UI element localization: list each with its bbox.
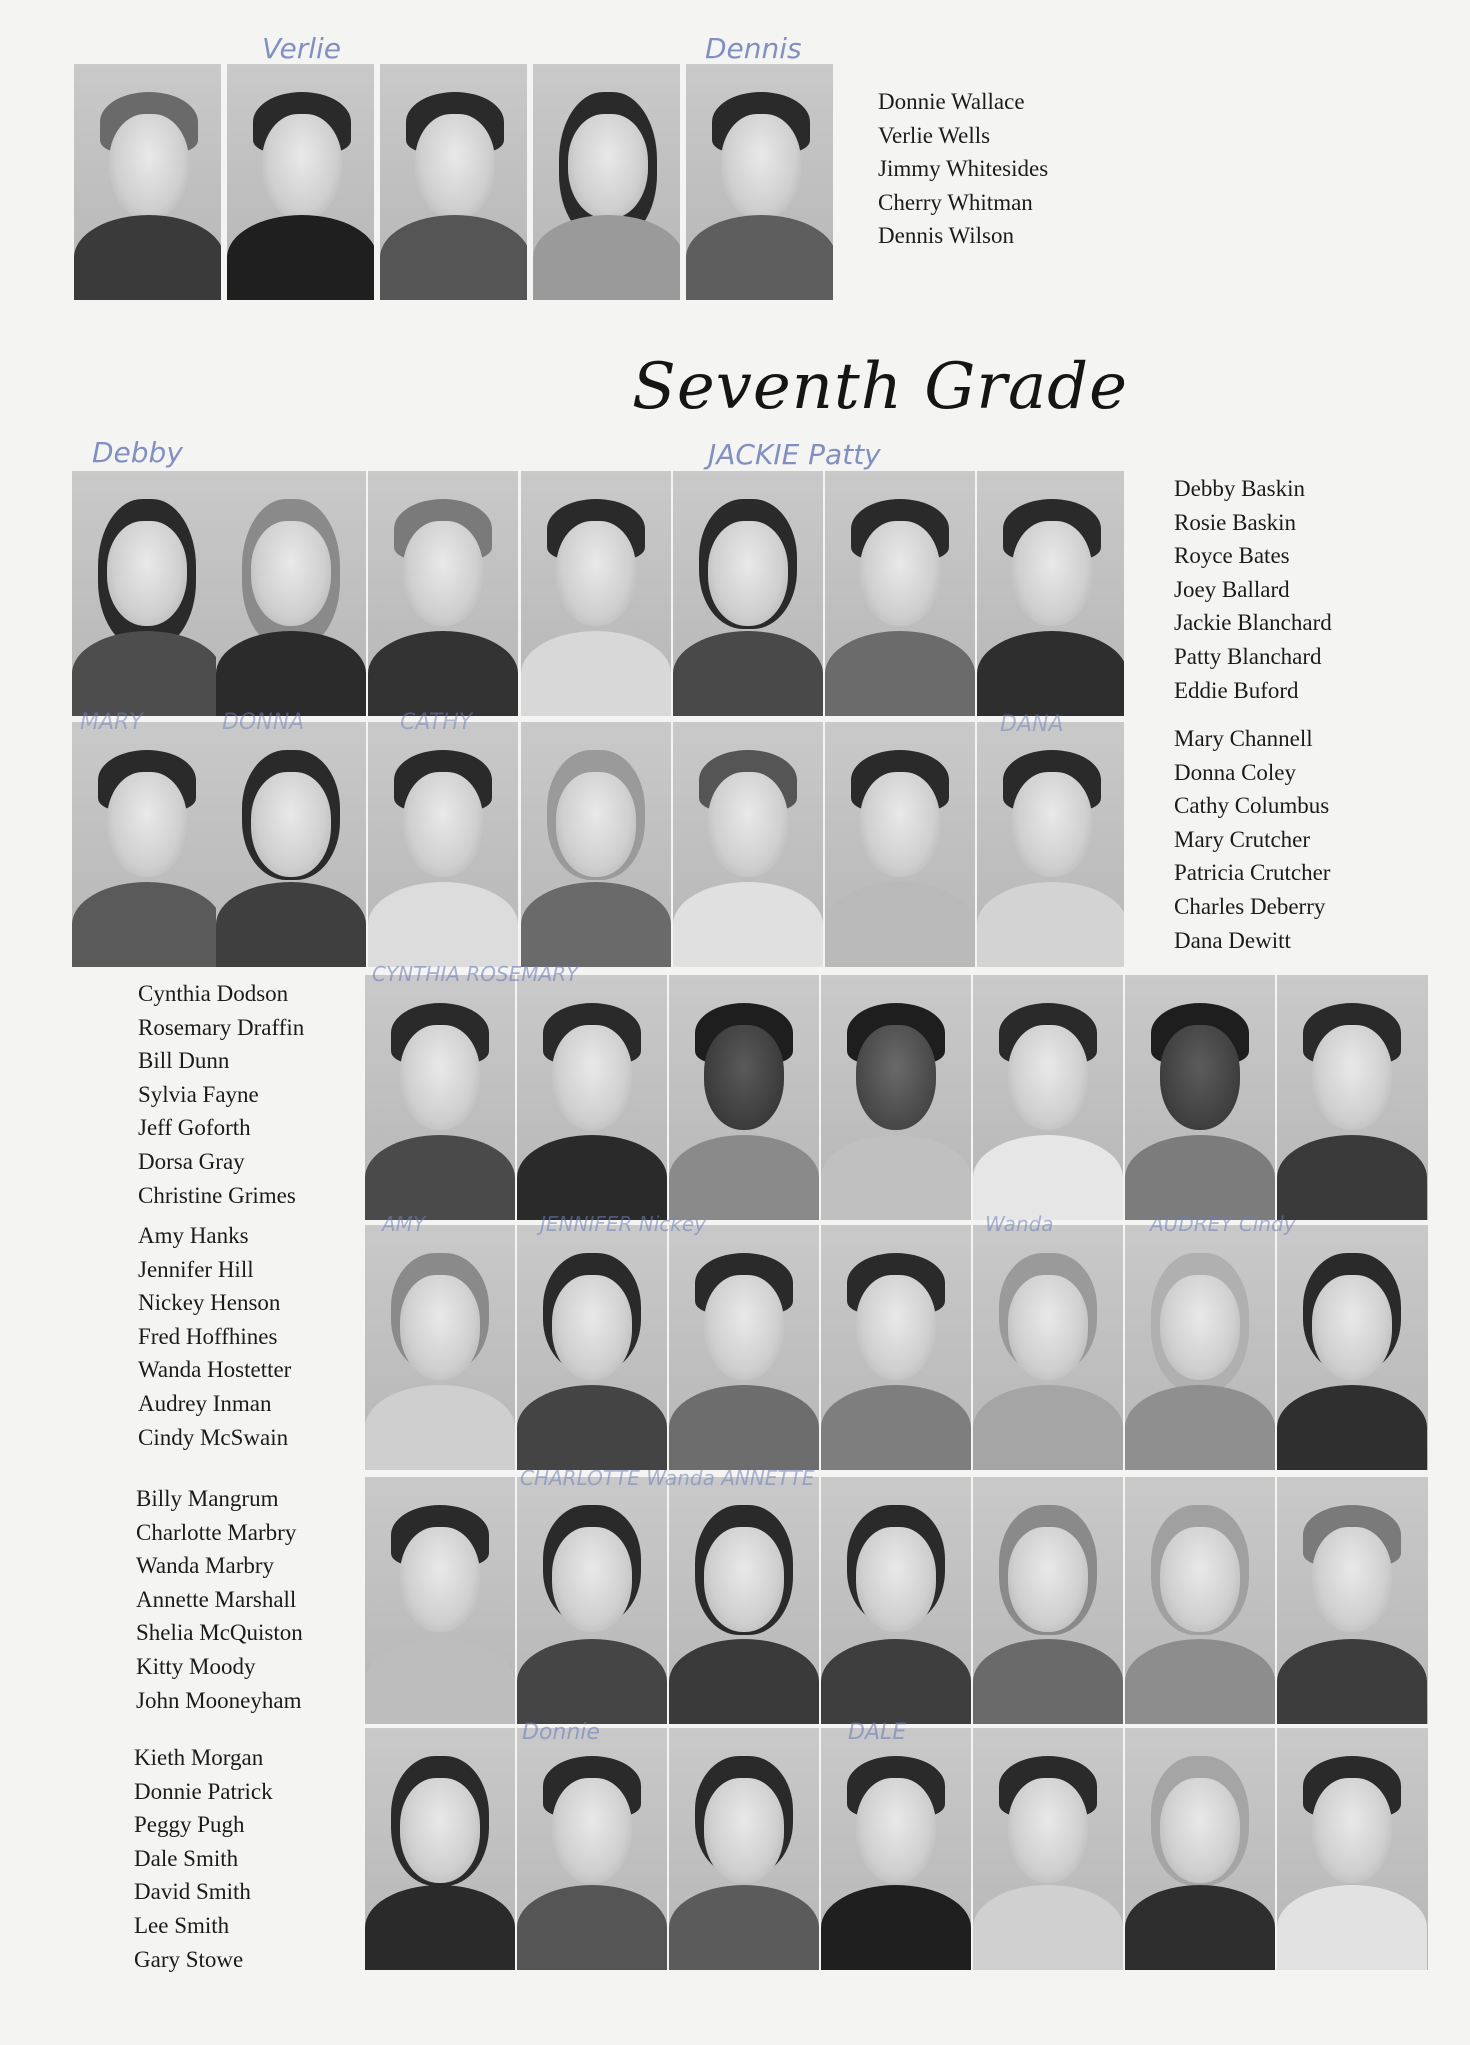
student-name: Jennifer Hill (138, 1256, 254, 1282)
name-list-row3 (138, 977, 304, 1212)
handwritten-note: CYNTHIA ROSEMARY (372, 962, 579, 986)
portrait-photo (821, 1728, 971, 1970)
student-name: Nickey Henson (138, 1290, 281, 1316)
portrait-photo (825, 722, 975, 967)
student-name: Peggy Pugh (134, 1812, 245, 1838)
portrait-photo (973, 1728, 1123, 1970)
student-name: Dale Smith (134, 1845, 239, 1871)
handwritten-note: MARY (80, 710, 143, 735)
portrait-photo (821, 975, 971, 1220)
name-list-row2 (1174, 722, 1330, 957)
portrait-photo (669, 1225, 819, 1470)
portrait-photo (72, 722, 222, 967)
student-name: Jackie Blanchard (1174, 610, 1332, 636)
portrait-photo (686, 64, 833, 300)
portrait-photo (365, 1225, 515, 1470)
student-name: Dennis Wilson (878, 223, 1015, 249)
portrait-photo (821, 1225, 971, 1470)
student-name: Fred Hoffhines (138, 1323, 278, 1349)
student-name: Kieth Morgan (134, 1745, 264, 1770)
portrait-photo (1277, 1728, 1428, 1970)
portrait-photo (517, 1477, 667, 1724)
portrait-photo (521, 722, 671, 967)
student-name: Royce Bates (1174, 543, 1290, 569)
handwritten-note: CATHY (400, 710, 473, 735)
portrait-photo (365, 1477, 515, 1724)
portrait-photo (973, 975, 1123, 1220)
student-name: Gary Stowe (134, 1946, 244, 1972)
section-title: Seventh Grade (632, 350, 1128, 424)
handwritten-note: JENNIFER Nickey (540, 1212, 706, 1236)
student-name: Audrey Inman (138, 1390, 272, 1416)
student-name: Cynthia Dodson (138, 981, 289, 1006)
student-name: Debby Baskin (1174, 476, 1305, 501)
portrait-photo (669, 1477, 819, 1724)
handwritten-note: Debby (92, 436, 183, 469)
portrait-photo (365, 1728, 515, 1970)
student-name: Charles Deberry (1174, 893, 1326, 919)
student-name: Lee Smith (134, 1912, 230, 1938)
name-list-row1 (1174, 472, 1332, 707)
portrait-photo (517, 975, 667, 1220)
student-name: David Smith (134, 1879, 251, 1905)
portrait-photo (1277, 1477, 1428, 1724)
portrait-photo (216, 722, 366, 967)
handwritten-note: DONNA (222, 710, 305, 735)
student-name: Christine Grimes (138, 1182, 296, 1208)
portrait-photo (825, 471, 975, 716)
student-name: Jimmy Whitesides (878, 156, 1049, 182)
portrait-photo (1125, 1477, 1275, 1724)
name-list-row5 (136, 1482, 303, 1717)
portrait-photo (977, 471, 1124, 716)
name-list-row6 (134, 1741, 273, 1976)
portrait-photo (72, 471, 222, 716)
student-name: Rosemary Draffin (138, 1014, 305, 1040)
portrait-photo (1125, 1728, 1275, 1970)
portrait-photo (977, 722, 1124, 967)
handwritten-note: AUDREY Cindy (1150, 1212, 1296, 1236)
student-name: Cindy McSwain (138, 1424, 289, 1450)
portrait-photo (74, 64, 221, 300)
student-name: Kitty Moody (136, 1653, 256, 1679)
portrait-photo (669, 975, 819, 1220)
portrait-photo (517, 1225, 667, 1470)
student-name: Amy Hanks (138, 1223, 249, 1248)
student-name: Cherry Whitman (878, 189, 1033, 215)
portrait-photo (1277, 975, 1428, 1220)
portrait-photo (1277, 1225, 1428, 1470)
portrait-photo (380, 64, 527, 300)
handwritten-note: CHARLOTTE Wanda ANNETTE (520, 1466, 815, 1490)
handwritten-note: JACKIE Patty (708, 438, 881, 471)
student-name: Wanda Marbry (136, 1553, 275, 1579)
handwritten-note: Donnie (522, 1720, 600, 1745)
student-name: Bill Dunn (138, 1048, 230, 1074)
student-name: Cathy Columbus (1174, 793, 1330, 819)
student-name: Annette Marshall (136, 1586, 297, 1612)
portrait-photo (973, 1477, 1123, 1724)
portrait-photo (365, 975, 515, 1220)
portrait-photo (669, 1728, 819, 1970)
student-name: Donnie Wallace (878, 89, 1025, 114)
portrait-photo (227, 64, 374, 300)
student-name: Shelia McQuiston (136, 1620, 303, 1646)
student-name: Joey Ballard (1174, 576, 1290, 602)
student-name: Charlotte Marbry (136, 1519, 297, 1545)
student-name: Donnie Patrick (134, 1778, 273, 1804)
name-list-row4 (138, 1219, 291, 1454)
handwritten-note: Wanda (985, 1212, 1054, 1236)
portrait-photo (673, 722, 823, 967)
portrait-photo (368, 471, 518, 716)
student-name: Wanda Hostetter (138, 1357, 292, 1383)
student-name: Rosie Baskin (1174, 509, 1297, 535)
handwritten-note: Verlie (262, 32, 342, 65)
student-name: Dorsa Gray (138, 1148, 245, 1174)
student-name: Mary Channell (1174, 726, 1313, 751)
portrait-photo (1125, 1225, 1275, 1470)
student-name: Patty Blanchard (1174, 643, 1322, 669)
student-name: Mary Crutcher (1174, 826, 1311, 852)
student-name: John Mooneyham (136, 1687, 302, 1713)
portrait-photo (216, 471, 366, 716)
portrait-photo (517, 1728, 667, 1970)
student-name: Sylvia Fayne (138, 1081, 259, 1107)
portrait-photo (1125, 975, 1275, 1220)
student-name: Donna Coley (1174, 759, 1297, 785)
student-name: Dana Dewitt (1174, 927, 1291, 953)
portrait-photo (521, 471, 671, 716)
student-name: Patricia Crutcher (1174, 860, 1331, 886)
student-name: Billy Mangrum (136, 1486, 279, 1511)
name-list-top (878, 85, 1048, 253)
student-name: Eddie Buford (1174, 677, 1299, 703)
handwritten-note: DANA (1000, 712, 1064, 737)
portrait-photo (973, 1225, 1123, 1470)
handwritten-note: Dennis (705, 32, 802, 65)
portrait-photo (368, 722, 518, 967)
portrait-photo (673, 471, 823, 716)
handwritten-note: DALE (848, 1720, 907, 1745)
handwritten-note: AMY (382, 1212, 426, 1236)
student-name: Jeff Goforth (138, 1115, 251, 1141)
portrait-photo (821, 1477, 971, 1724)
portrait-photo (533, 64, 680, 300)
student-name: Verlie Wells (878, 122, 991, 148)
